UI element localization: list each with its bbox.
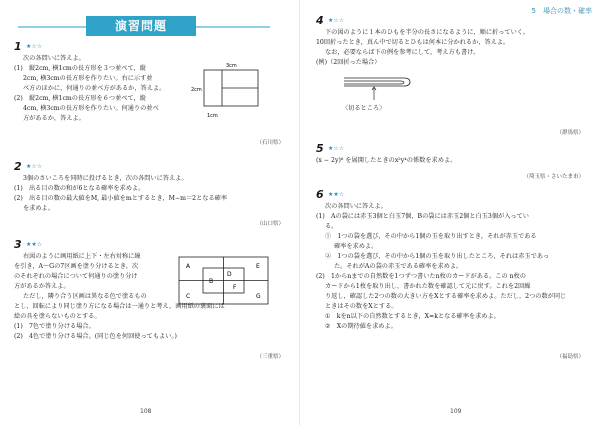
region-label-a: A	[186, 263, 191, 270]
problem-text: 右図のように画用紙に上下・左右対称に線	[23, 253, 141, 260]
problem-text: とし，回転により同じ塗り方になる場合は一通りと考え，画用紙の裏面には	[14, 303, 225, 310]
rectangle-figure	[190, 60, 270, 122]
problem-text: なお，必要ならば下の例を参考にして，考え方も書け。	[325, 49, 480, 56]
source-label: （石川県）	[256, 140, 284, 146]
fig-label-bottom: 1cm	[207, 113, 218, 119]
problem-text: 確率を求めよ。	[334, 243, 378, 250]
chapter-heading: 5 場合の数・確率	[531, 7, 592, 15]
problem-text: (1) Aの袋には赤玉3個と白玉7個，Bの袋には赤玉2個と白玉3個が入ってい	[316, 213, 529, 220]
problem-text: カードから1枚を取り出し，書かれた数を確認して元に戻す。これを2回繰	[325, 283, 531, 290]
problem-text: 次の各問いに答えよ。	[23, 55, 85, 62]
region-label-c: C	[186, 293, 191, 300]
problem-number: 4	[316, 14, 324, 27]
problem-text: (x − 2y)⁶ を展開したときのx²y⁴の係数を求めよ。	[316, 157, 457, 164]
problem-text: た。それがAの袋の赤玉である確率を求めよ。	[334, 263, 463, 270]
problem-text: 下の図のように１本のひもを半分の長さになるように，順に折っていく。	[325, 29, 530, 36]
problem-4	[316, 16, 596, 68]
source-label: （埼玉県・さいたま市）	[523, 174, 584, 180]
fig-label-top: 3cm	[226, 63, 237, 69]
difficulty-stars: ★☆☆	[328, 145, 345, 152]
problem-text: ① 1つの袋を選び，その中から1個の玉を取り出すとき，それが赤玉である	[325, 233, 537, 240]
problem-2	[14, 162, 289, 214]
exercise-header	[0, 0, 300, 40]
region-label-e: E	[256, 263, 260, 270]
cut-label: 〈切るところ〉	[342, 105, 386, 112]
problem-text: を引き，A～Gの7区画を塗り分けるとき，次	[14, 263, 139, 270]
problem-text: 方があるか答えよ。	[14, 283, 70, 290]
problem-text: (1) 出る目の数の和が6となる確率を求めよ。	[14, 185, 145, 192]
problem-text: (2) 1からnまでの自然数を1つずつ書いたn枚のカードがある。この n枚の	[316, 273, 526, 280]
problem-text: り返し，確認した2つの数の大きい方をXとする確率を求めよ。ただし，2つの数が同じ	[325, 293, 567, 300]
region-label-d: D	[227, 271, 232, 278]
problem-text: ② Xの期待値を求めよ。	[325, 323, 397, 330]
example-caption: (例)（2回折った場合）	[316, 59, 381, 66]
difficulty-stars: ★☆☆	[26, 163, 43, 170]
region-label-f: F	[233, 284, 237, 291]
problem-text: 方があるか，答えよ。	[23, 115, 85, 122]
problem-6	[316, 190, 598, 332]
right-page	[300, 0, 600, 425]
problem-text: を求めよ。	[23, 205, 54, 212]
problem-number: 2	[14, 160, 22, 173]
fig-label-left: 2cm	[191, 87, 202, 93]
problem-text: ただし，隣り合う区画は異なる色で塗るもの	[23, 293, 147, 300]
problem-text: (2) 出る目の数の最大値をM, 最小値をmとするとき，M−m＝2となる確率	[14, 195, 228, 202]
problem-number: 5	[316, 142, 324, 155]
source-label: （群馬県）	[556, 130, 584, 136]
problem-text: (1) 7色で塗り分ける場合。	[14, 323, 95, 330]
problem-text: ① kをn以下の自然数とするとき，X=kとなる確率を求めよ。	[325, 313, 500, 320]
problem-text: のそれぞれの場合について何通りの塗り分け	[14, 273, 138, 280]
difficulty-stars: ★☆☆	[328, 17, 345, 24]
problem-text: (1) 縦2cm, 横1cmの長方形を３つ並べて，縦	[14, 65, 146, 72]
problem-text: (2) 4色で塗り分ける場合。(同じ色を何回使ってもよい。)	[14, 333, 177, 340]
page-number: 108	[140, 408, 152, 415]
difficulty-stars: ★★☆	[328, 191, 345, 198]
problem-number: 6	[316, 188, 324, 201]
source-label: （三重県）	[256, 354, 284, 360]
problem-text: る。	[325, 223, 338, 230]
problem-text: ② 1つの袋を選び，その中から1個の玉を取り出したところ，それは赤玉であっ	[325, 253, 550, 260]
problem-number: 1	[14, 40, 22, 53]
problem-5	[316, 144, 596, 166]
problem-text: (2) 縦2cm, 横1cmの長方形を６つ並べて，縦	[14, 95, 146, 102]
problem-text: 2cm, 横3cmの長方形を作りたい。右に示す並	[23, 75, 153, 82]
difficulty-stars: ★★☆	[26, 241, 43, 248]
page-number: 109	[450, 408, 462, 415]
problem-text: 10回折ったとき，真ん中で切るとひもは何本に分かれるか，答えよ。	[316, 39, 510, 46]
problem-text: 次の各問いに答えよ。	[325, 203, 387, 210]
region-label-b: B	[209, 278, 214, 285]
problem-text: 絵の具を塗らないものとする。	[14, 313, 101, 320]
problem-text: 3個のさいころを同時に投げるとき，次の各問いに答えよ。	[23, 175, 188, 182]
section-title: 演習問題	[86, 16, 196, 36]
source-label: （山口県）	[256, 221, 284, 227]
difficulty-stars: ★☆☆	[26, 43, 43, 50]
problem-text: 4cm, 横3cmの長方形を作りたい。何通りの並べ	[23, 105, 159, 112]
region-figure	[178, 256, 270, 306]
region-label-g: G	[256, 293, 261, 300]
source-label: （福島県）	[556, 354, 584, 360]
problem-text: ときはその数をXとする。	[325, 303, 398, 310]
problem-number: 3	[14, 238, 22, 251]
problem-text: べ方のほかに，何通りの並べ方があるか，答えよ。	[23, 85, 166, 92]
